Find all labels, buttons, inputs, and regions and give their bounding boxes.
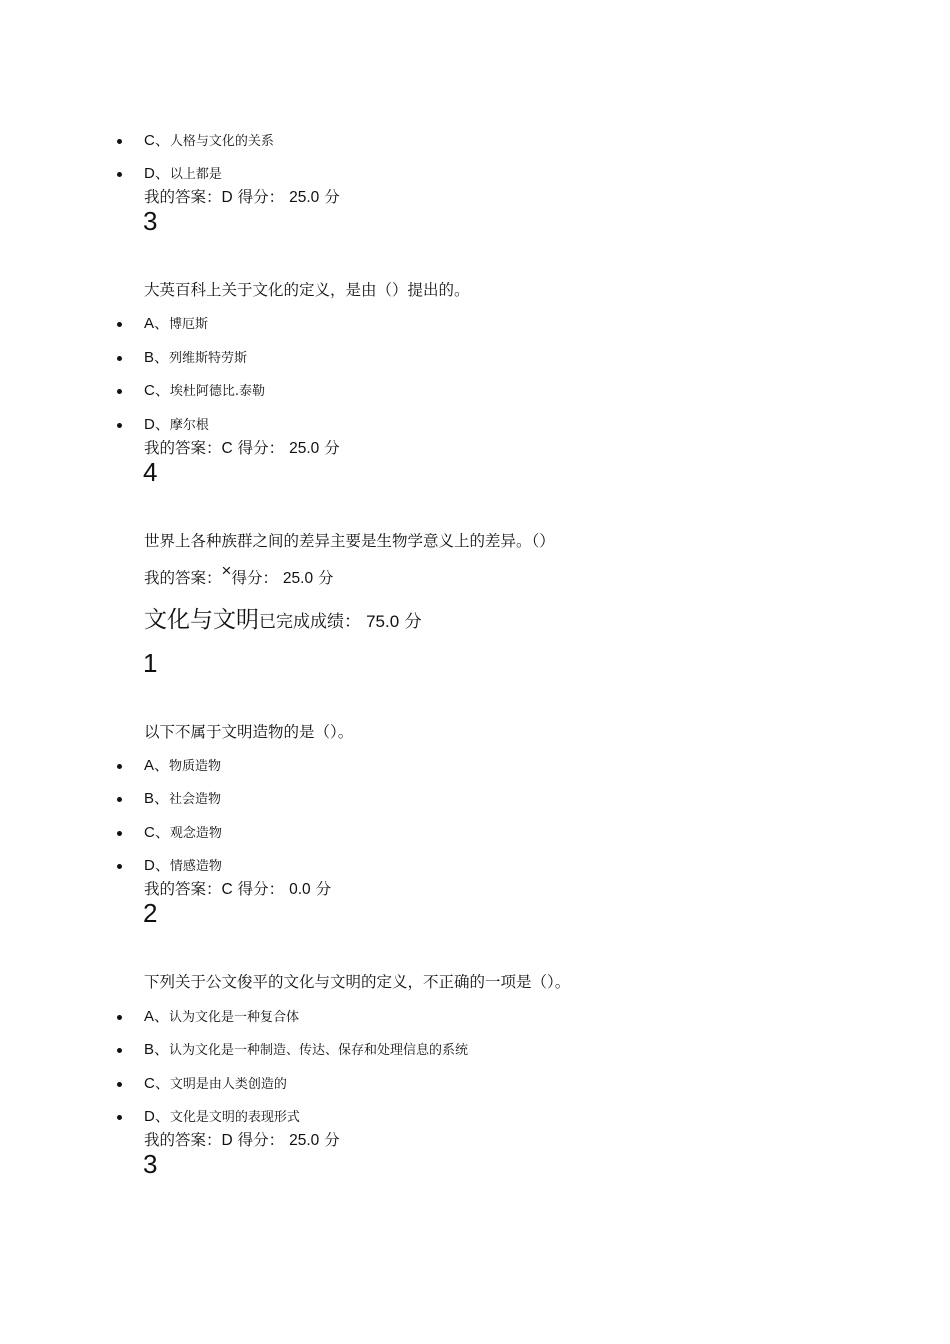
question-text: 以下不属于文明造物的是（）。	[144, 723, 354, 741]
option-a	[144, 1005, 299, 1026]
score-label: 得分：	[231, 569, 278, 587]
question-text: 世界上各种族群之间的差异主要是生物学意义上的差异。（）	[144, 532, 555, 550]
option-letter: C、	[144, 1075, 170, 1092]
question-number: 3	[143, 206, 158, 236]
option-text: 埃杜阿德比.泰勒	[169, 384, 265, 399]
list-bullet	[117, 1015, 122, 1020]
score-value: 25.0	[289, 1132, 320, 1149]
list-bullet	[117, 389, 122, 394]
score-label: 得分：	[237, 188, 285, 206]
list-bullet	[117, 356, 122, 361]
score-unit: 分	[324, 188, 340, 206]
option-letter: A、	[144, 757, 170, 774]
list-bullet	[117, 172, 122, 177]
option-text: 情感造物	[169, 859, 222, 874]
option-b	[144, 787, 221, 808]
option-text: 文明是由人类创造的	[169, 1077, 287, 1092]
option-b	[144, 346, 247, 367]
answer-line	[144, 561, 334, 588]
answer-line	[144, 436, 340, 458]
option-d	[144, 854, 222, 875]
option-letter: B、	[144, 1041, 170, 1058]
option-c	[144, 821, 222, 842]
answer-value: C	[221, 440, 233, 457]
option-text: 摩尔根	[169, 418, 209, 433]
list-bullet	[117, 864, 122, 869]
option-text: 认为文化是一种复合体	[169, 1010, 300, 1025]
option-a	[144, 754, 221, 775]
list-bullet	[117, 1082, 122, 1087]
score-value: 0.0	[289, 881, 311, 898]
option-text: 列维斯特劳斯	[169, 351, 248, 366]
score-unit: 分	[324, 1131, 340, 1149]
score-unit: 分	[315, 880, 332, 898]
option-text: 物质造物	[169, 759, 222, 774]
option-letter: C、	[144, 382, 170, 399]
option-letter: D、	[144, 165, 170, 182]
option-letter: B、	[144, 790, 170, 807]
answer-prefix: 我的答案：	[144, 880, 222, 898]
section-status: 已完成成绩：	[259, 612, 361, 632]
score-label: 得分：	[237, 439, 285, 457]
option-d	[144, 1105, 300, 1126]
section-score-value: 75.0	[366, 612, 400, 631]
answer-value: D	[221, 1132, 233, 1149]
option-c	[144, 379, 265, 400]
list-bullet	[117, 1115, 122, 1120]
answer-line	[144, 185, 340, 207]
score-label: 得分：	[237, 880, 285, 898]
answer-value: D	[221, 189, 233, 206]
answer-line	[144, 877, 331, 899]
score-value: 25.0	[289, 440, 320, 457]
option-text: 文化是文明的表现形式	[169, 1110, 300, 1125]
answer-prefix: 我的答案：	[144, 569, 222, 587]
option-text: 以上都是	[169, 167, 222, 182]
option-b	[144, 1038, 468, 1059]
list-bullet	[117, 764, 122, 769]
list-bullet	[117, 797, 122, 802]
score-unit: 分	[324, 439, 340, 457]
list-bullet	[117, 831, 122, 836]
section-score	[366, 612, 422, 632]
question-text: 下列关于公文俊平的文化与文明的定义，不正确的一项是（）。	[144, 973, 571, 991]
list-bullet	[117, 1048, 122, 1053]
question-number: 3	[143, 1149, 158, 1179]
section-header	[144, 601, 422, 634]
list-bullet	[117, 423, 122, 428]
section-title: 文化与文明	[144, 607, 259, 633]
option-letter: C、	[144, 824, 170, 841]
list-bullet	[117, 139, 122, 144]
option-d	[144, 413, 209, 434]
option-d	[144, 162, 222, 183]
score-unit: 分	[318, 569, 334, 587]
option-letter: C、	[144, 132, 170, 149]
list-bullet	[117, 322, 122, 327]
answer-prefix: 我的答案：	[144, 439, 222, 457]
question-number: 1	[143, 648, 158, 678]
score-label: 得分：	[237, 1131, 285, 1149]
wrong-mark-icon: ×	[221, 561, 232, 580]
option-text: 社会造物	[169, 792, 222, 807]
option-c	[144, 129, 274, 150]
question-number: 2	[143, 898, 158, 928]
score-value: 25.0	[282, 570, 314, 587]
option-c	[144, 1072, 287, 1093]
option-text: 人格与文化的关系	[169, 134, 274, 149]
question-text: 大英百科上关于文化的定义，是由（）提出的。	[144, 281, 470, 299]
option-letter: D、	[144, 1108, 170, 1125]
option-letter: B、	[144, 349, 170, 366]
option-letter: D、	[144, 857, 170, 874]
option-text: 认为文化是一种制造、传达、保存和处理信息的系统	[169, 1043, 469, 1058]
option-text: 观念造物	[169, 826, 222, 841]
answer-prefix: 我的答案：	[144, 188, 222, 206]
answer-line	[144, 1128, 340, 1150]
answer-prefix: 我的答案：	[144, 1131, 222, 1149]
option-letter: A、	[144, 315, 170, 332]
section-score-unit: 分	[404, 612, 422, 632]
option-text: 博厄斯	[169, 317, 209, 332]
answer-value: C	[221, 881, 233, 898]
option-letter: A、	[144, 1008, 170, 1025]
option-a	[144, 312, 208, 333]
score-value: 25.0	[289, 189, 320, 206]
option-letter: D、	[144, 416, 170, 433]
question-number: 4	[143, 457, 158, 487]
